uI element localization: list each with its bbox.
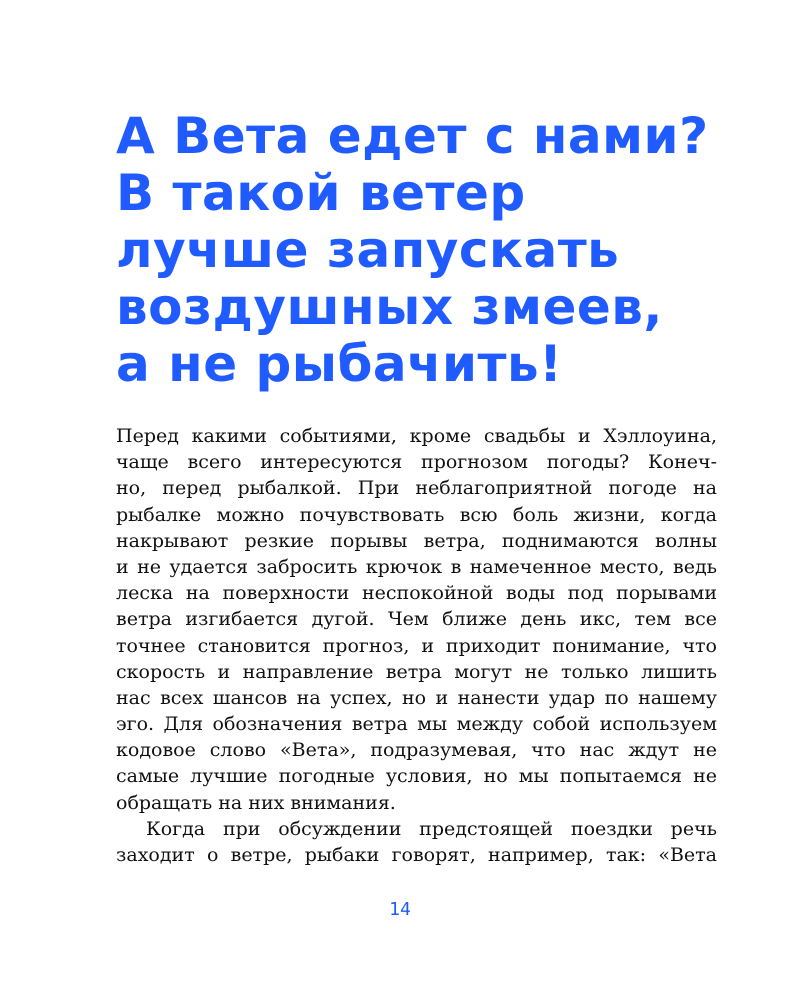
- text-line: ветра изгибается дугой. Чем ближе день икс, тем все: [116, 608, 717, 631]
- text-line: самые лучшие погодные условия, но мы попытаемся не: [116, 765, 717, 788]
- text-line: скорость и направление ветра могут не только лишить: [116, 660, 717, 683]
- page-number: 14: [389, 899, 411, 920]
- text-line: и не удается забросить крючок в намеченное место, ведь: [116, 555, 717, 578]
- text-line: нас всех шансов на успех, но и нанести удар по нашему: [116, 686, 717, 709]
- paragraph-1: [116, 423, 717, 816]
- paragraph-2: [116, 816, 717, 868]
- body-text: [116, 423, 717, 868]
- text-line: рыбалке можно почувствовать всю боль жизни, когда: [116, 503, 717, 526]
- text-line: Когда при обсуждении предстоящей поездки речь: [146, 817, 717, 840]
- heading-line: В такой ветер: [116, 164, 526, 222]
- text-line: кодовое слово «Вета», подразумевая, что нас ждут не: [116, 739, 717, 762]
- heading-line: а не рыбачить!: [116, 335, 563, 393]
- chapter-heading: [116, 108, 716, 393]
- text-line: обращать на них внимания.: [116, 791, 396, 814]
- text-line: леска на поверхности неспокойной воды под порывами: [116, 582, 717, 605]
- text-line: заходит о ветре, рыбаки говорят, например, так: «Вета: [116, 844, 717, 866]
- heading-line: воздушных змеев,: [116, 278, 663, 336]
- heading-line: лучше запускать: [116, 221, 620, 279]
- text-line: чаще всего интересуются прогнозом погоды? Конеч-: [116, 451, 717, 474]
- text-line: но, перед рыбалкой. При неблагоприятной погоде на: [116, 477, 717, 500]
- text-line: эго. Для обозначения ветра мы между собой используем: [116, 713, 717, 736]
- text-line: Перед какими событиями, кроме свадьбы и Хэллоуина,: [116, 425, 717, 447]
- text-line: накрывают резкие порывы ветра, поднимаются волны: [116, 529, 717, 552]
- text-line: точнее становится прогноз, и приходит понимание, что: [116, 634, 717, 657]
- heading-line: А Вета едет с нами?: [116, 107, 709, 165]
